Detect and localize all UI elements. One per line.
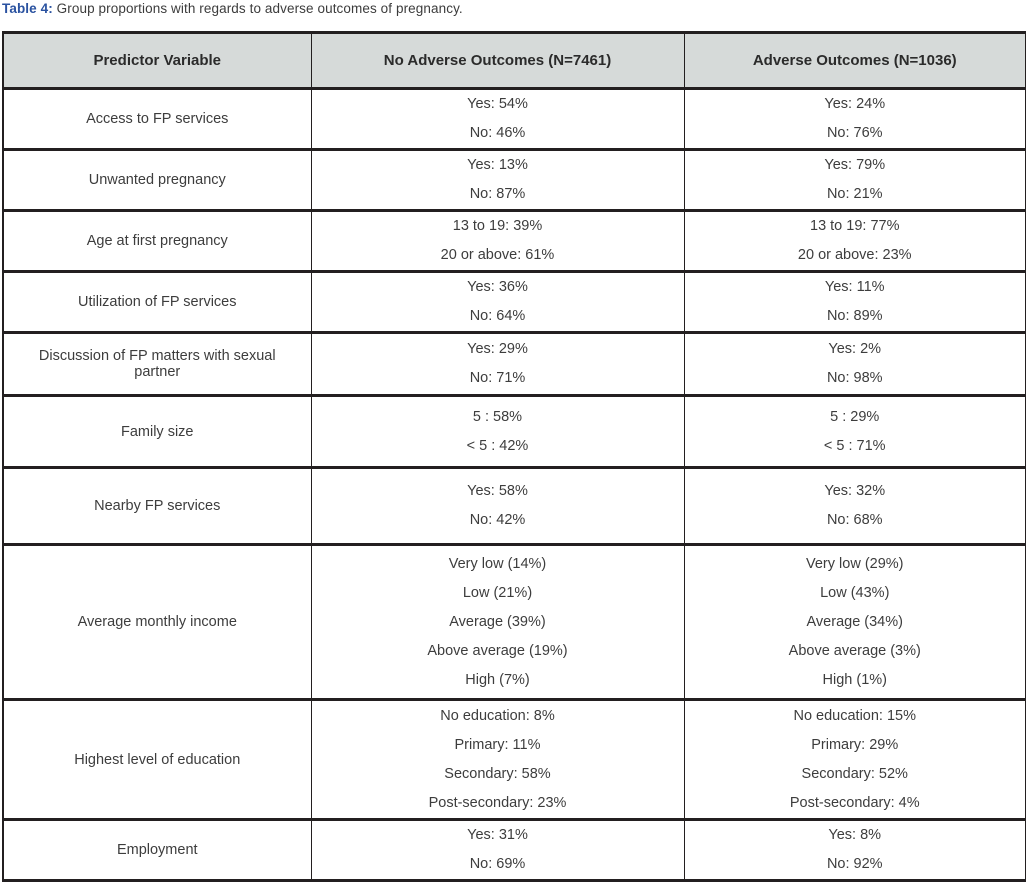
adverse-outcomes-cell <box>684 333 1026 396</box>
adverse-outcomes-cell <box>684 89 1026 150</box>
adverse-outcomes-cell <box>684 150 1026 211</box>
predictor-variable-cell: Access to FP services <box>3 89 311 150</box>
adverse-outcomes-cell <box>684 272 1026 333</box>
value-line: No: 87% <box>469 186 526 202</box>
no-adverse-outcomes-cell <box>311 211 684 272</box>
adverse-outcomes-cell <box>684 820 1026 881</box>
table-row <box>3 89 1026 150</box>
no-adverse-outcomes-cell <box>311 89 684 150</box>
predictor-variable-cell: Age at first pregnancy <box>3 211 311 272</box>
predictor-variable-cell: Average monthly income <box>3 545 311 700</box>
value-line: 20 or above: 23% <box>797 247 912 263</box>
value-line: Yes: 36% <box>467 279 528 295</box>
value-line: No: 68% <box>826 512 883 528</box>
value-line: Yes: 54% <box>467 96 528 112</box>
table-row <box>3 468 1026 545</box>
value-line: < 5 : 42% <box>466 437 529 454</box>
value-line: Post-secondary: 4% <box>789 794 920 811</box>
group-proportions-table <box>2 31 1026 882</box>
value-line: No: 64% <box>469 308 526 324</box>
no-adverse-outcomes-cell <box>311 396 684 468</box>
value-line: Yes: 11% <box>824 279 885 295</box>
value-line: Yes: 32% <box>824 483 886 499</box>
value-line: Low (21%) <box>462 584 533 601</box>
adverse-outcomes-cell <box>684 396 1026 468</box>
value-line: No education: 8% <box>440 707 555 724</box>
col-header-no-adverse-outcomes: No Adverse Outcomes (N=7461) <box>311 33 684 89</box>
value-line: Yes: 58% <box>467 483 528 499</box>
value-line: No: 46% <box>469 125 526 141</box>
predictor-variable-cell: Utilization of FP services <box>3 272 311 333</box>
no-adverse-outcomes-cell <box>311 272 684 333</box>
value-line: No: 98% <box>826 370 883 386</box>
table-caption <box>2 0 1026 16</box>
table-header-row <box>3 33 1026 89</box>
value-line: Average (39%) <box>449 613 546 630</box>
adverse-outcomes-cell <box>684 468 1026 545</box>
no-adverse-outcomes-cell <box>311 150 684 211</box>
value-line: No: 21% <box>826 186 883 202</box>
table-row <box>3 545 1026 700</box>
table-caption-text: Group proportions with regards to adverse outcomes of pregnancy. <box>52 1 463 16</box>
value-line: Yes: 29% <box>467 341 528 357</box>
value-line: 20 or above: 61% <box>440 247 555 263</box>
value-line: Secondary: 58% <box>444 765 551 782</box>
value-line: < 5 : 71% <box>823 437 886 454</box>
value-line: 5 : 58% <box>472 408 523 425</box>
value-line: 13 to 19: 39% <box>452 218 543 234</box>
predictor-variable-cell: Family size <box>3 396 311 468</box>
value-line: Yes: 2% <box>828 341 882 357</box>
adverse-outcomes-cell <box>684 700 1026 820</box>
adverse-outcomes-cell <box>684 211 1026 272</box>
value-line: Yes: 24% <box>824 96 886 112</box>
col-header-adverse-outcomes: Adverse Outcomes (N=1036) <box>684 33 1026 89</box>
value-line: Post-secondary: 23% <box>428 794 567 811</box>
no-adverse-outcomes-cell <box>311 820 684 881</box>
value-line: Primary: 11% <box>454 736 541 753</box>
table-row <box>3 211 1026 272</box>
value-line: Above average (3%) <box>788 642 921 659</box>
predictor-variable-cell: Unwanted pregnancy <box>3 150 311 211</box>
value-line: No: 92% <box>826 856 883 872</box>
value-line: Above average (19%) <box>427 642 568 659</box>
table-row <box>3 820 1026 881</box>
value-line: Yes: 8% <box>828 827 882 843</box>
value-line: Yes: 31% <box>467 827 528 843</box>
table-caption-label: Table 4: <box>2 1 53 16</box>
adverse-outcomes-cell <box>684 545 1026 700</box>
predictor-variable-cell: Highest level of education <box>3 700 311 820</box>
no-adverse-outcomes-cell <box>311 700 684 820</box>
no-adverse-outcomes-cell <box>311 545 684 700</box>
value-line: Primary: 29% <box>811 736 899 753</box>
table-row <box>3 272 1026 333</box>
value-line: 5 : 29% <box>830 408 880 425</box>
value-line: Low (43%) <box>820 584 890 601</box>
value-line: No: 71% <box>469 370 526 386</box>
value-line: Very low (29%) <box>805 555 904 572</box>
predictor-variable-cell: Nearby FP services <box>3 468 311 545</box>
predictor-variable-cell: Discussion of FP matters with sexual partner <box>3 333 311 396</box>
value-line: Very low (14%) <box>448 555 547 572</box>
value-line: No: 76% <box>826 125 883 141</box>
table-row <box>3 150 1026 211</box>
value-line: No education: 15% <box>793 707 917 724</box>
value-line: High (1%) <box>822 671 887 688</box>
value-line: Average (34%) <box>806 613 903 630</box>
value-line: Secondary: 52% <box>801 765 908 782</box>
value-line: Yes: 79% <box>824 157 886 173</box>
table-row <box>3 700 1026 820</box>
value-line: No: 69% <box>469 856 526 872</box>
no-adverse-outcomes-cell <box>311 468 684 545</box>
value-line: No: 42% <box>469 512 526 528</box>
value-line: No: 89% <box>826 308 883 324</box>
no-adverse-outcomes-cell <box>311 333 684 396</box>
value-line: 13 to 19: 77% <box>810 218 900 234</box>
value-line: Yes: 13% <box>467 157 528 173</box>
table-row <box>3 396 1026 468</box>
col-header-predictor-variable: Predictor Variable <box>3 33 311 89</box>
predictor-variable-cell: Employment <box>3 820 311 881</box>
value-line: High (7%) <box>465 671 530 688</box>
table-row <box>3 333 1026 396</box>
